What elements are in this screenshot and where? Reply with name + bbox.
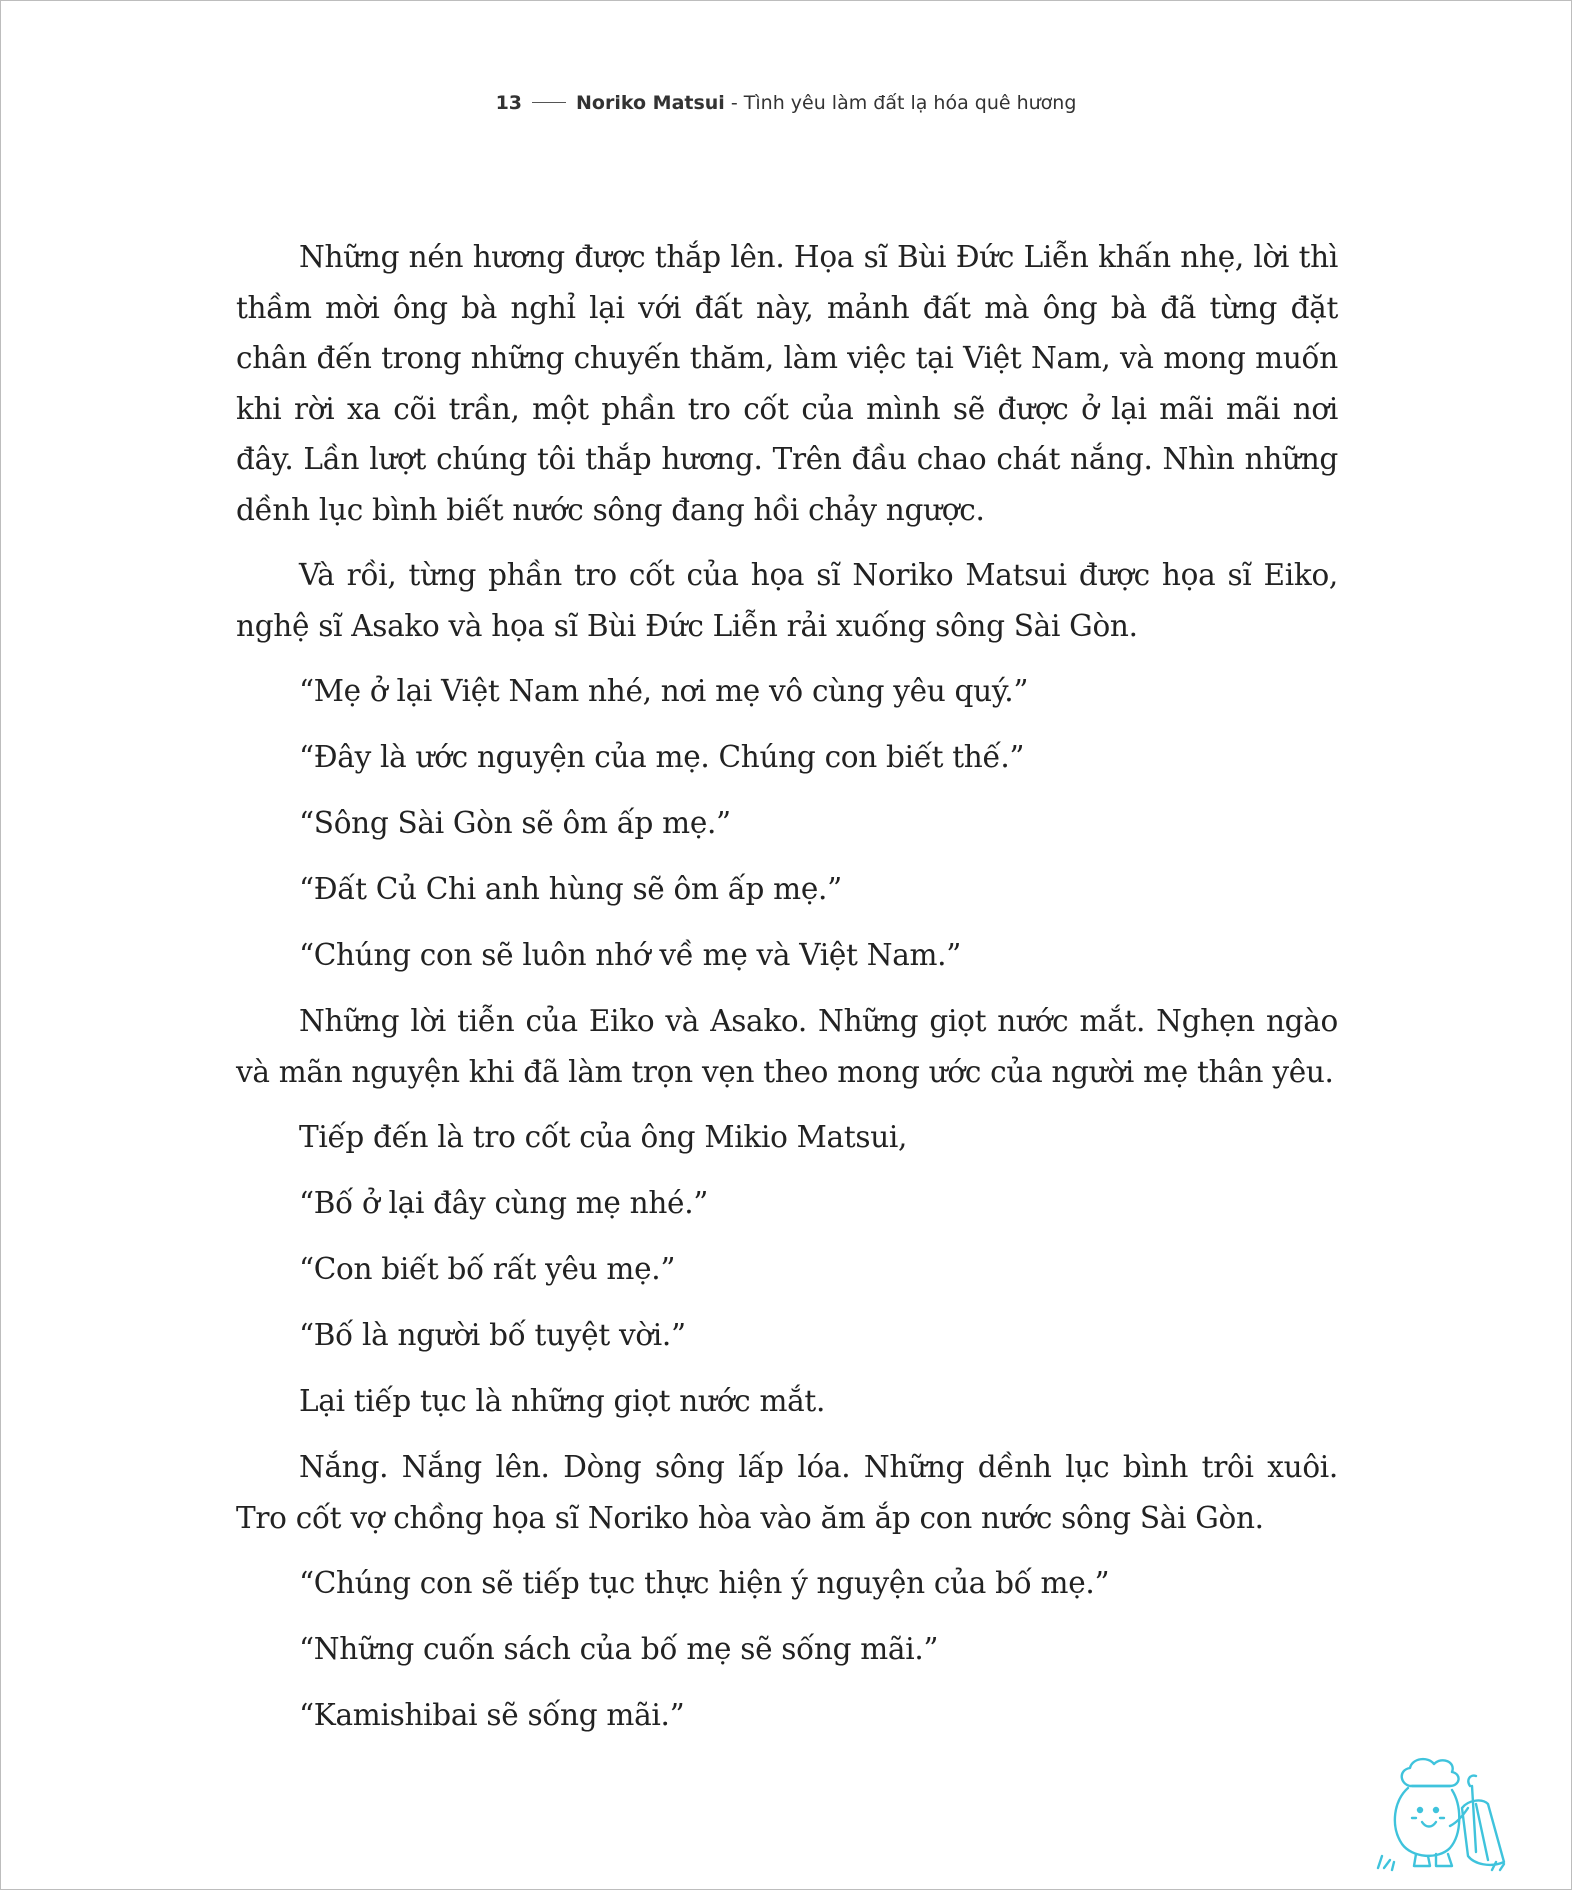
- page-number: 13: [495, 92, 523, 114]
- quote-line: “Đất Củ Chi anh hùng sẽ ôm ấp mẹ.”: [299, 872, 842, 906]
- quote-line: “Mẹ ở lại Việt Nam nhé, nơi mẹ vô cùng yêu quý.”: [299, 674, 1029, 708]
- quote-line: “Sông Sài Gòn sẽ ôm ấp mẹ.”: [299, 806, 731, 840]
- paragraph: Những nén hương được thắp lên. Họa sĩ Bùi Đức Liễn khấn nhẹ, lời thì thầm mời ông bà nghỉ lại với đất này, mảnh đất mà ông bà đã từng đặt chân đến trong những chuyến thăm, làm việc tại Việt Nam, và mong muốn khi rời xa cõi trần, một phần tro cốt của mình sẽ được ở lại mãi mãi nơi đây. Lần lượt chúng tôi thắp hương. Trên đầu chao chát nắng. Nhìn những dềnh lục bình biết nước sông đang hồi chảy ngược.: [236, 240, 1338, 527]
- quote-line: “Bố là người bố tuyệt vời.”: [299, 1318, 686, 1352]
- header-author: Noriko Matsui: [576, 92, 725, 114]
- quote-line: “Chúng con sẽ tiếp tục thực hiện ý nguyện của bố mẹ.”: [299, 1566, 1110, 1600]
- quote-line: “Đây là ước nguyện của mẹ. Chúng con biết thế.”: [299, 740, 1025, 774]
- header-separator: -: [724, 92, 744, 114]
- quote-line: “Những cuốn sách của bố mẹ sẽ sống mãi.”: [299, 1632, 939, 1666]
- quote-line: “Kamishibai sẽ sống mãi.”: [299, 1698, 685, 1732]
- quote-line: “Con biết bố rất yêu mẹ.”: [299, 1252, 676, 1286]
- mascot-with-umbrella-icon: [1372, 1756, 1550, 1876]
- quote-line: “Bố ở lại đây cùng mẹ nhé.”: [299, 1186, 709, 1220]
- paragraph: Lại tiếp tục là những giọt nước mắt.: [299, 1384, 826, 1418]
- paragraph: Và rồi, từng phần tro cốt của họa sĩ Noriko Matsui được họa sĩ Eiko, nghệ sĩ Asako và họa sĩ Bùi Đức Liễn rải xuống sông Sài Gòn.: [236, 558, 1338, 643]
- quote-line: “Chúng con sẽ luôn nhớ về mẹ và Việt Nam.”: [299, 938, 962, 972]
- running-header: [0, 92, 1572, 114]
- header-dash: [532, 102, 566, 103]
- body-text: [236, 232, 1338, 1756]
- header-title: Tình yêu làm đất lạ hóa quê hương: [743, 92, 1077, 114]
- paragraph: Những lời tiễn của Eiko và Asako. Những giọt nước mắt. Nghẹn ngào và mãn nguyện khi đã làm trọn vẹn theo mong ước của người mẹ thân yêu.: [236, 1004, 1338, 1089]
- paragraph: Tiếp đến là tro cốt của ông Mikio Matsui,: [299, 1120, 908, 1154]
- paragraph: Nắng. Nắng lên. Dòng sông lấp lóa. Những dềnh lục bình trôi xuôi. Tro cốt vợ chồng họa sĩ Noriko hòa vào ăm ắp con nước sông Sài Gòn.: [236, 1450, 1338, 1535]
